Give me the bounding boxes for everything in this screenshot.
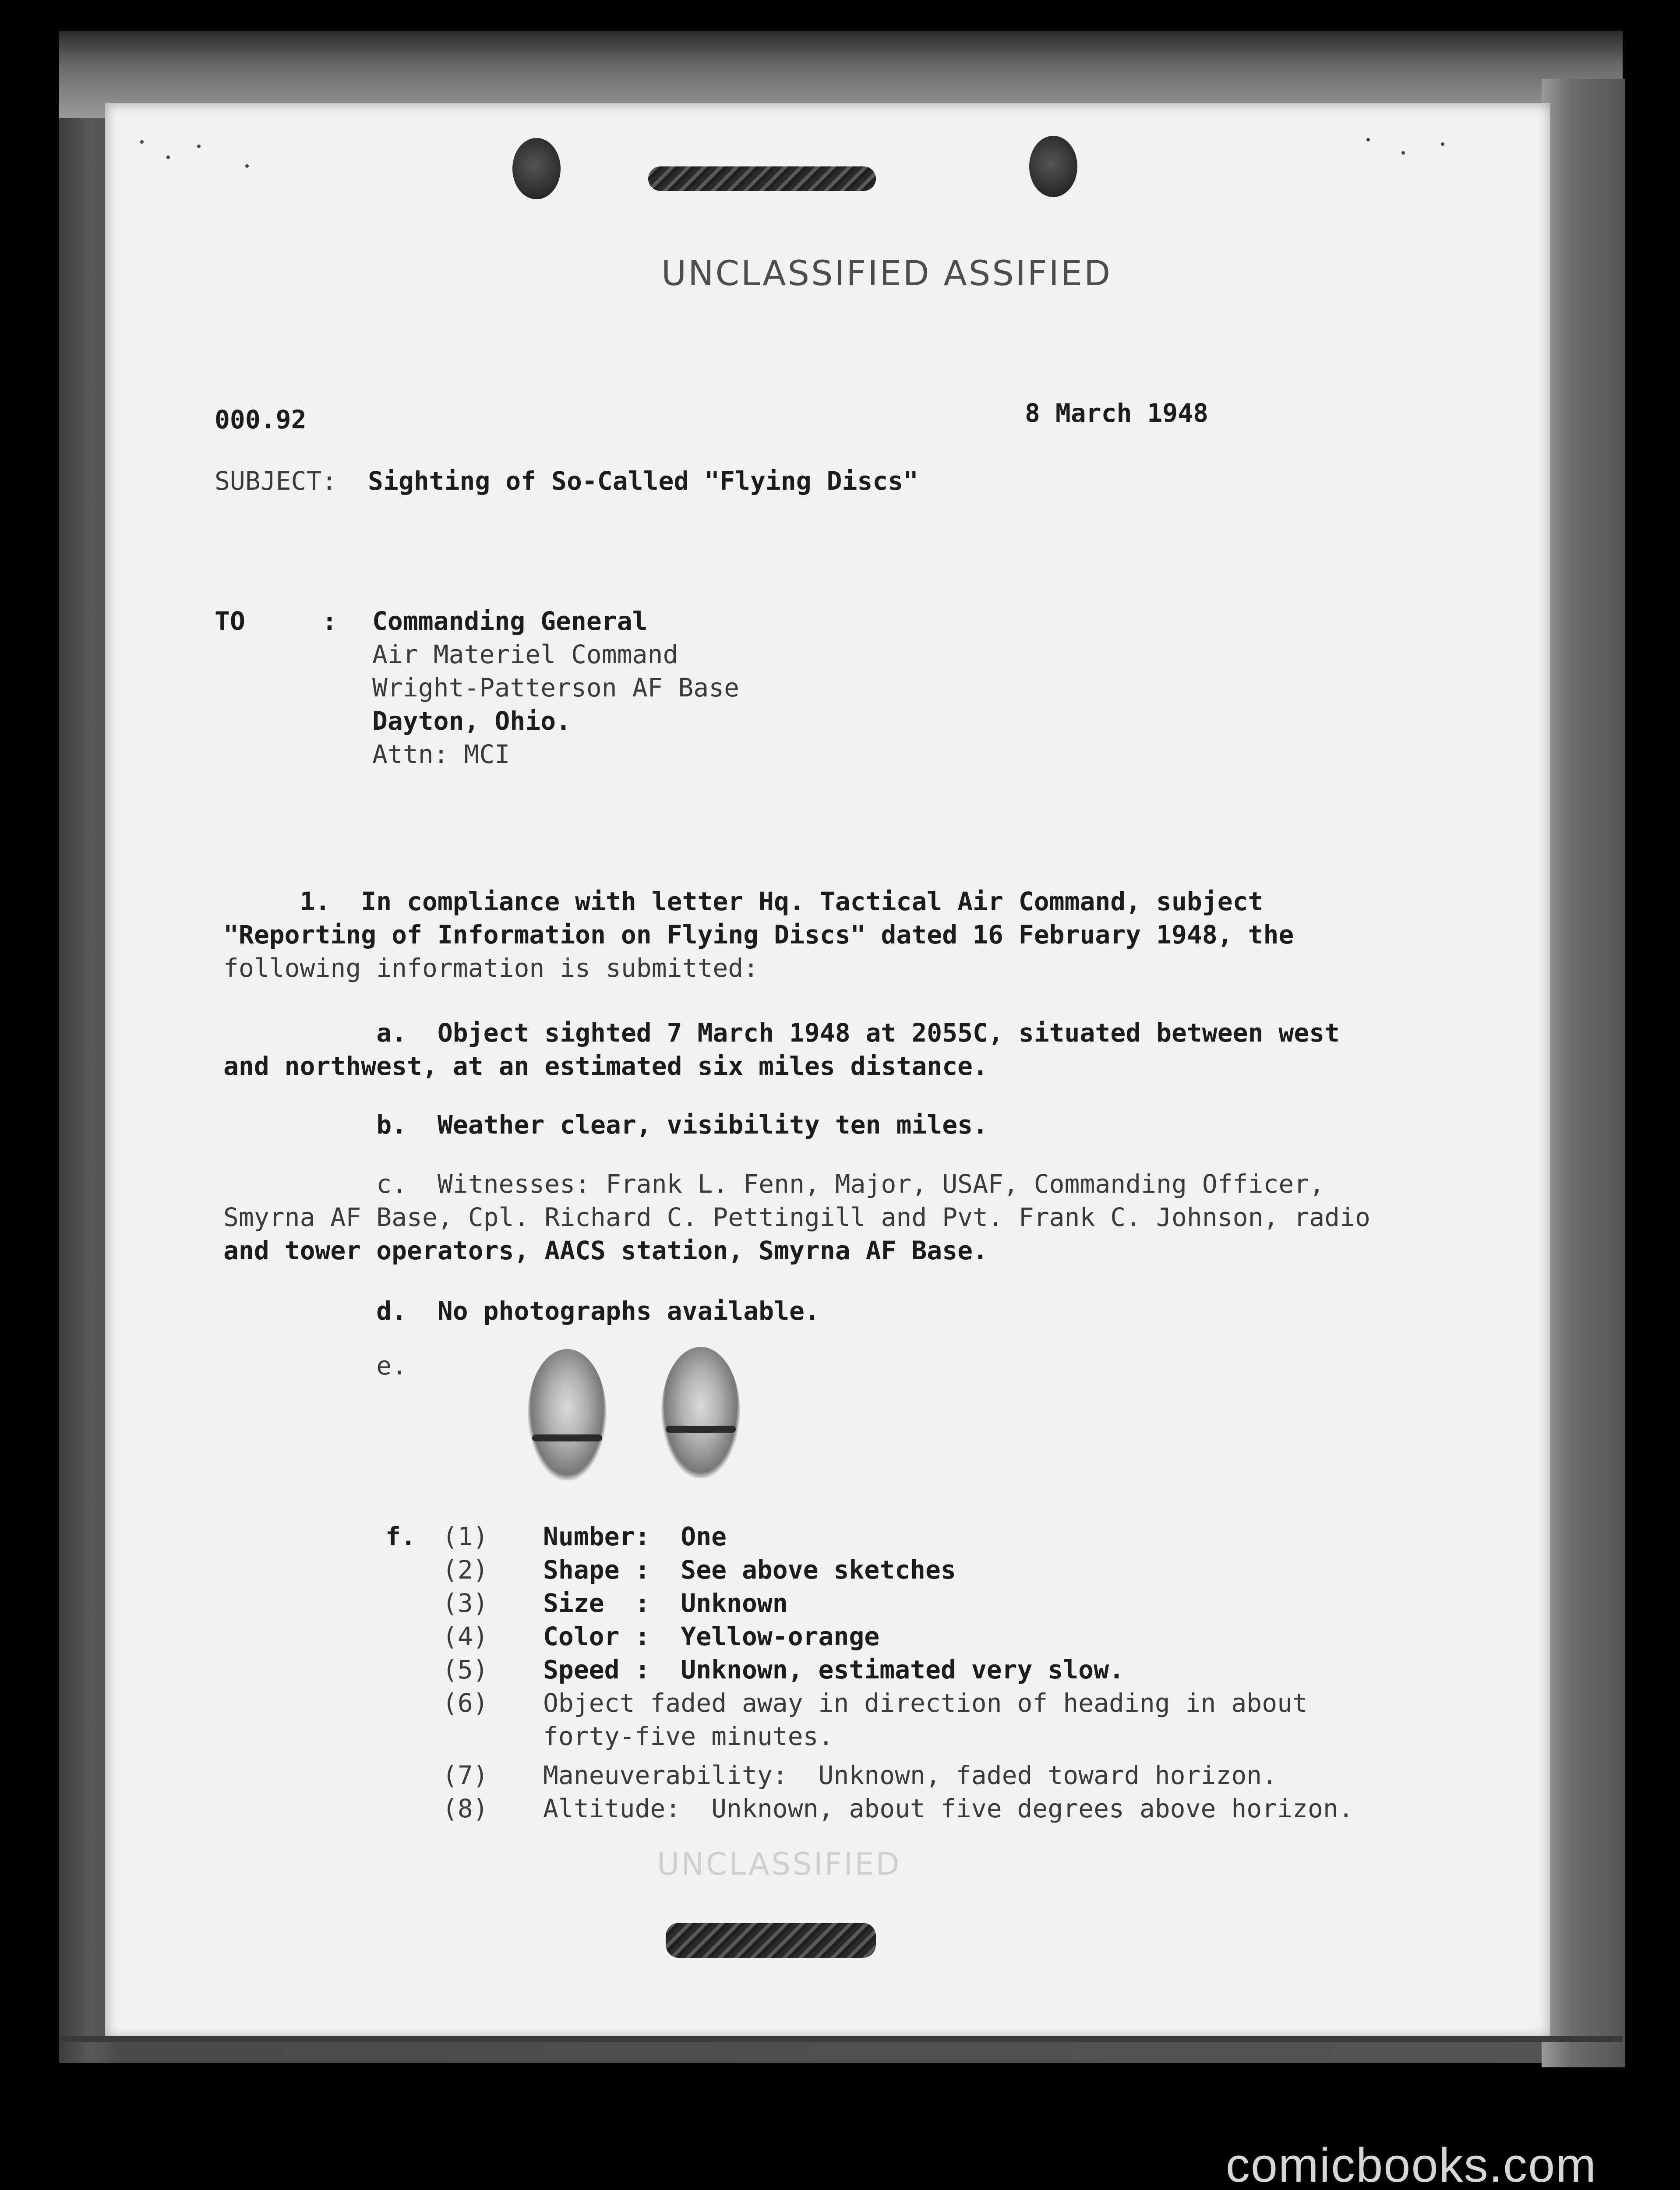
speck [166, 155, 170, 159]
detail-number: (3) [442, 1588, 488, 1618]
file-number: 000.92 [215, 405, 307, 434]
to-separator: : [322, 606, 337, 636]
addressee-line: Attn: MCI [372, 739, 510, 769]
speck [1441, 142, 1444, 146]
classification-stamp-bottom: UNCLASSIFIED [657, 1846, 901, 1882]
detail-text: Shape : See above sketches [543, 1555, 956, 1585]
to-label: TO [215, 606, 245, 636]
addressee-line: Wright-Patterson AF Base [372, 673, 740, 703]
detail-text: Object faded away in direction of heading in about [543, 1688, 1308, 1718]
details-label: f. [385, 1522, 416, 1551]
paragraph-line: 1. In compliance with letter Hq. Tactical Air Command, subject [223, 887, 1264, 916]
sketch-band-right [666, 1426, 736, 1433]
bottom-edge-line [59, 2036, 1623, 2042]
redaction-bar-top [648, 166, 876, 191]
sketch-band-left [532, 1434, 602, 1441]
paragraph-line: following information is submitted: [223, 953, 759, 983]
redaction-bar-bottom [666, 1923, 876, 1958]
detail-text: Number: One [543, 1522, 727, 1551]
detail-text: Size : Unknown [543, 1588, 788, 1618]
detail-text: Color : Yellow-orange [543, 1621, 880, 1651]
detail-number: (8) [442, 1794, 488, 1823]
subject-label: SUBJECT: [215, 466, 337, 496]
detail-number: (1) [442, 1522, 488, 1551]
speck [1401, 151, 1405, 155]
item-line: c. Witnesses: Frank L. Fenn, Major, USAF, Commanding Officer, [223, 1169, 1325, 1199]
item-line: Smyrna AF Base, Cpl. Richard C. Pettingill and Pvt. Frank C. Johnson, radio [223, 1202, 1370, 1232]
object-sketch-left [528, 1349, 607, 1480]
detail-number: (2) [442, 1555, 488, 1585]
item-b: b. Weather clear, visibility ten miles. [223, 1110, 988, 1140]
item-line: and northwest, at an estimated six miles distance. [223, 1051, 988, 1081]
item-d: d. No photographs available. [223, 1296, 820, 1326]
classification-stamp-top: UNCLASSIFIED ASSIFIED [661, 254, 1112, 293]
item-e: e. [223, 1351, 407, 1381]
addressee-line: Commanding General [372, 606, 648, 636]
addressee-line: Dayton, Ohio. [372, 706, 571, 736]
right-edge-shadow [1542, 79, 1625, 2067]
site-watermark: comicbooks.com [1225, 2138, 1597, 2190]
speck [245, 164, 249, 168]
detail-text: Maneuverability: Unknown, faded toward horizon. [543, 1760, 1278, 1790]
detail-number: (6) [442, 1688, 488, 1718]
detail-text: Speed : Unknown, estimated very slow. [543, 1655, 1124, 1685]
detail-number: (5) [442, 1655, 488, 1685]
addressee-line: Air Materiel Command [372, 639, 678, 669]
speck [1366, 138, 1370, 141]
paragraph-line: "Reporting of Information on Flying Discs" dated 16 February 1948, the [223, 920, 1294, 950]
speck [140, 140, 144, 144]
detail-number: (7) [442, 1760, 488, 1790]
document-date: 8 March 1948 [1025, 398, 1209, 428]
detail-number: (4) [442, 1621, 488, 1651]
subject-text: Sighting of So-Called "Flying Discs" [368, 466, 919, 496]
item-line: and tower operators, AACS station, Smyrna AF Base. [223, 1236, 988, 1265]
paper-sheet [105, 103, 1550, 2039]
detail-text: Altitude: Unknown, about five degrees above horizon. [543, 1794, 1354, 1823]
punch-hole-right [1029, 136, 1077, 197]
detail-text: forty-five minutes. [543, 1721, 834, 1751]
speck [197, 145, 201, 148]
punch-hole-left [512, 138, 561, 199]
object-sketch-right [661, 1347, 740, 1478]
item-line: a. Object sighted 7 March 1948 at 2055C, situated between west [223, 1018, 1340, 1048]
